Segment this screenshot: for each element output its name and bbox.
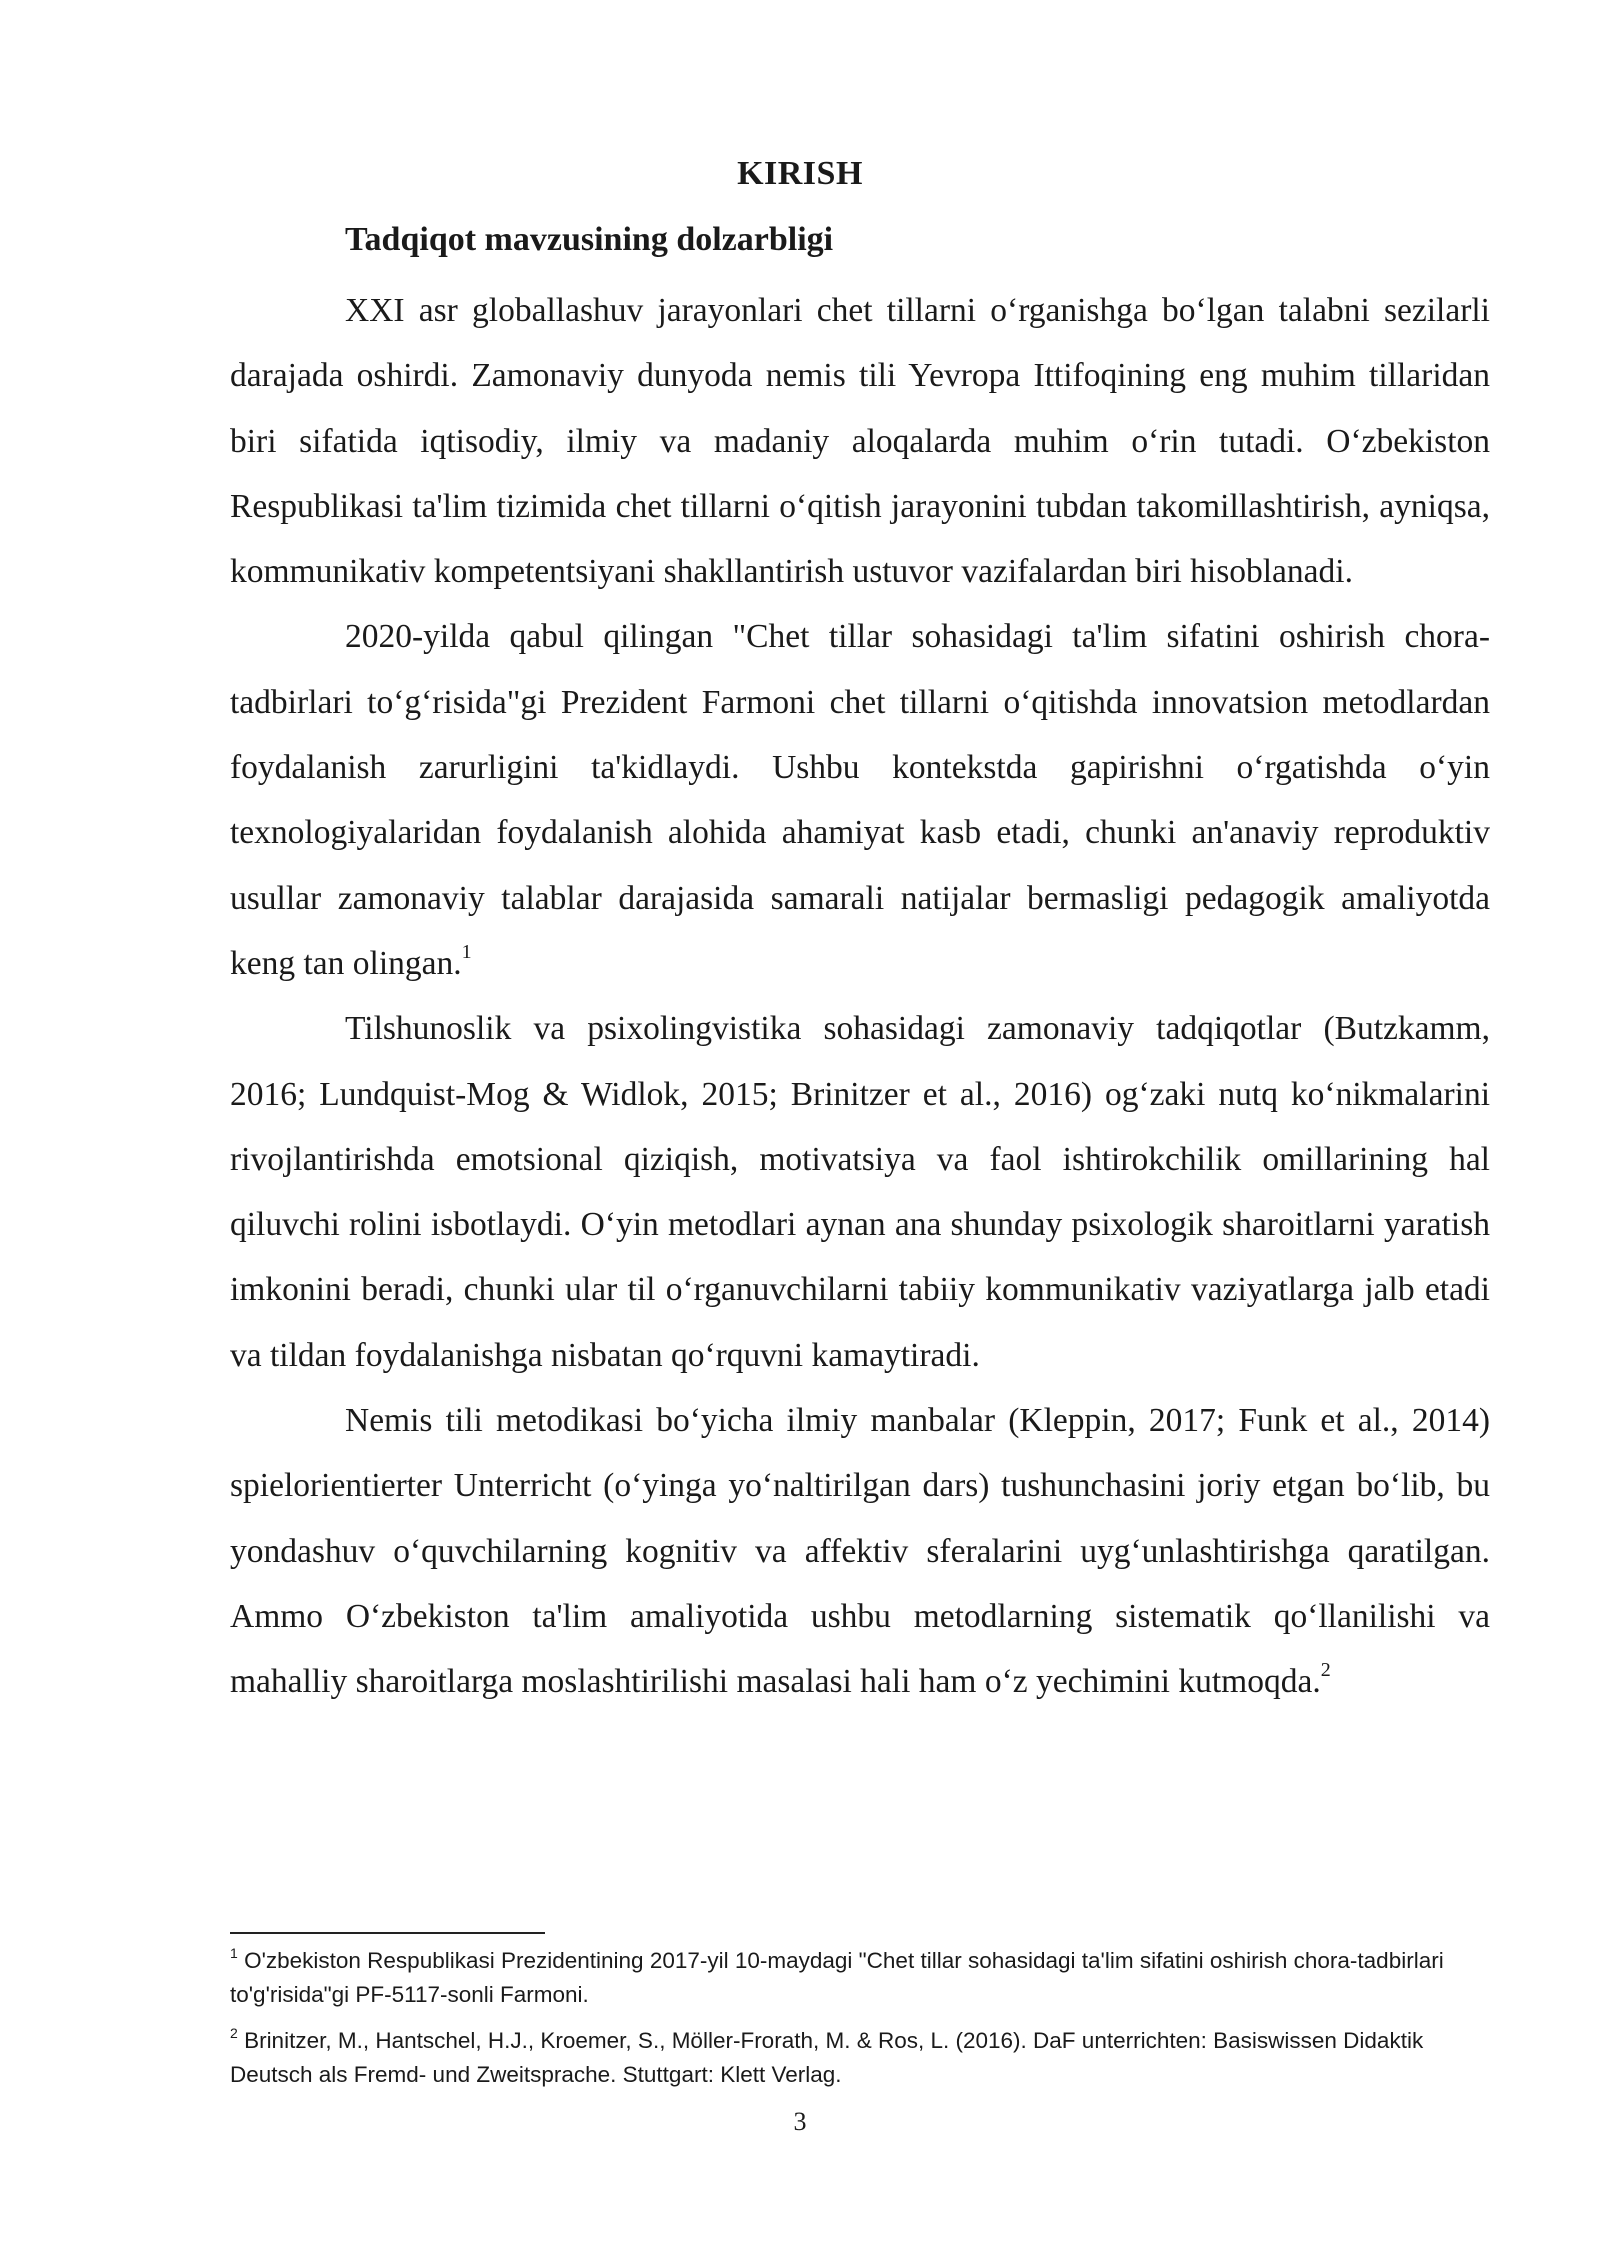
paragraph-text: XXI asr globallashuv jarayonlari chet tillarni o‘rganishga bo‘lgan talabni sezilarli darajada oshirdi. Zamonaviy dunyoda nemis tili Yevropa Ittifoqining eng muhim tillaridan biri sifatida iqtisodiy, ilmiy va madaniy aloqalarda muhim o‘rin tutadi. O‘zbekiston Respublikasi ta'lim tizimida chet tillarni o‘qitish jarayonini tubdan takomillashtirish, ayniqsa, kommunikativ kompetentsiyani shakllantirish ustuvor vazifalardan biri hisoblanadi. (230, 292, 1490, 591)
paragraph-text: Tilshunoslik va psixolingvistika sohasidagi zamonaviy tadqiqotlar (Butzkamm, 2016; Lundquist-Mog & Widlok, 2015; Brinitzer et al., 2016) og‘zaki nutq ko‘nikmalarini rivojlantirishda emotsional qiziqish, motivatsiya va faol ishtirokchilik omillarining hal qiluvchi rolini isbotlaydi. O‘yin metodlari aynan ana shunday psixologik sharoitlarni yaratish imkonini beradi, chunki ular til o‘rganuvchilarni tabiiy kommunikativ vaziyatlarga jalb etadi va tildan foydalanishga nisbatan qo‘rquvni kamaytiradi. (230, 1010, 1490, 1374)
paragraph-text: 2020-yilda qabul qilingan "Chet tillar sohasidagi ta'lim sifatini oshirish chora-tadbirlari to‘g‘risida"gi Prezident Farmoni chet tillarni o‘qitishda innovatsion metodlardan foydalanish zarurligini ta'kidlaydi. Ushbu kontekstda gapirishni o‘rgatishda o‘yin texnologiyalaridan foydalanish alohida ahamiyat kasb etadi, chunki an'anaviy reproduktiv usullar zamonaviy talablar darajasida samarali natijalar bermasligi pedagogik amaliyotda keng tan olingan. (230, 618, 1490, 982)
paragraph-3 (230, 996, 1490, 1388)
paragraph-text: Nemis tili metodikasi bo‘yicha ilmiy manbalar (Kleppin, 2017; Funk et al., 2014) spielorientierter Unterricht (o‘yinga yo‘naltirilgan dars) tushunchasini joriy etgan bo‘lib, bu yondashuv o‘quvchilarning kognitiv va affektiv sferalarini uyg‘unlashtirishga qaratilgan. Ammo O‘zbekiston ta'lim amaliyotida ushbu metodlarning sistematik qo‘llanilishi va mahalliy sharoitlarga moslashtirilishi masalasi hali ham o‘z yechimini kutmoqda. (230, 1402, 1490, 1701)
footnote-number: 1 (230, 1945, 238, 1961)
footnote-1 (230, 1944, 1490, 2012)
footnotes (230, 1944, 1490, 2104)
footnote-number: 2 (230, 2025, 238, 2041)
footnote-ref[interactable]: 1 (461, 940, 472, 963)
page-title: KIRISH (737, 155, 863, 192)
footnote-2 (230, 2024, 1490, 2092)
page-number: 3 (793, 2107, 807, 2136)
paragraph-1 (230, 278, 1490, 604)
footnote-ref[interactable]: 2 (1320, 1659, 1331, 1682)
paragraph-4 (230, 1388, 1490, 1714)
footnote-separator (230, 1932, 545, 1934)
footnote-text: O'zbekiston Respublikasi Prezidentining 2017-yil 10-maydagi "Chet tillar sohasidagi ta'lim sifatini oshirish chora-tadbirlari to'g'risida"gi PF-5117-sonli Farmoni. (230, 1948, 1444, 2007)
footnote-text: Brinitzer, M., Hantschel, H.J., Kroemer, S., Möller-Frorath, M. & Ros, L. (2016). DaF unterrichten: Basiswissen Didaktik Deutsch als Fremd- und Zweitsprache. Stuttgart: Klett Verlag. (230, 2028, 1424, 2087)
paragraph-2 (230, 604, 1490, 996)
section-heading: Tadqiqot mavzusining dolzarbligi (345, 221, 834, 258)
body-text (230, 278, 1490, 1715)
